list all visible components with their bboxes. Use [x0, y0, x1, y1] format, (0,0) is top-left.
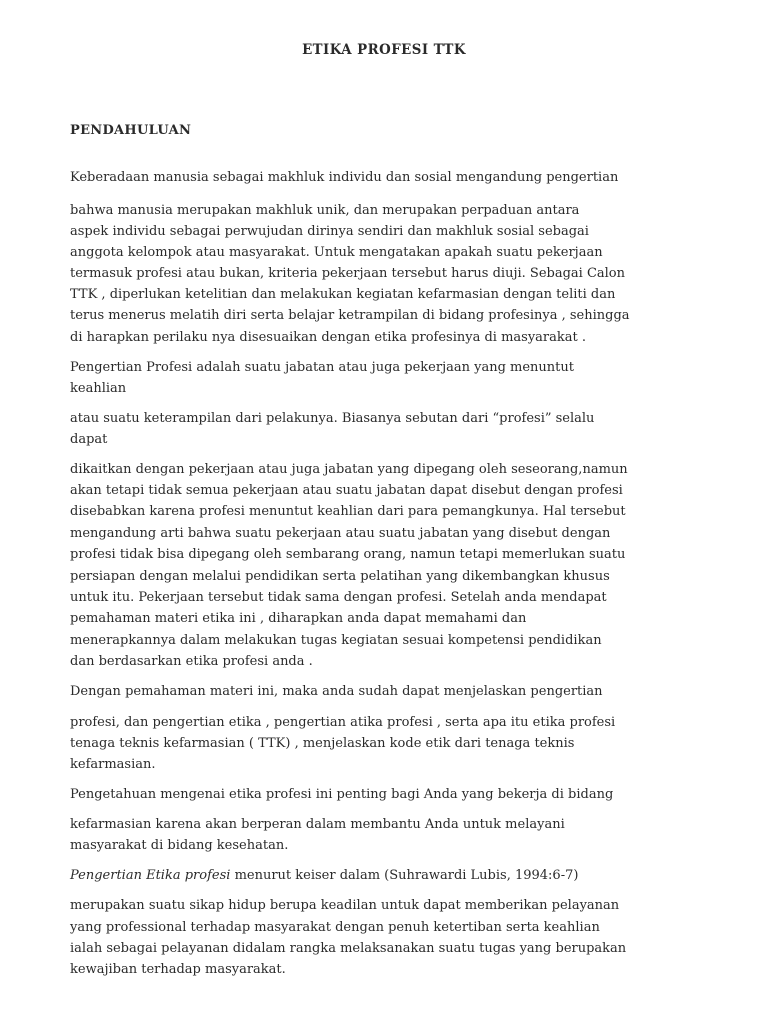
paragraph-line: Pengertian Profesi adalah suatu jabatan atau juga pekerjaan yang menuntut [70, 360, 574, 375]
paragraph-line: dikaitkan dengan pekerjaan atau juga jabatan yang dipegang oleh seseorang,namun [70, 462, 628, 477]
definition-line [70, 868, 578, 884]
paragraph-line: kefarmasian. [70, 757, 156, 772]
paragraph-line: merupakan suatu sikap hidup berupa keadilan untuk dapat memberikan pelayanan [70, 898, 620, 913]
paragraph-line: Pengetahuan mengenai etika profesi ini penting bagi Anda yang bekerja di bidang [70, 787, 614, 802]
paragraph-line: menerapkannya dalam melakukan tugas kegiatan sesuai kompetensi pendidikan [70, 633, 602, 648]
section-heading: PENDAHULUAN [70, 123, 192, 138]
paragraph-line: anggota kelompok atau masyarakat. Untuk mengatakan apakah suatu pekerjaan [70, 245, 603, 260]
paragraph-line: aspek individu sebagai perwujudan dirinya sendiri dan makhluk sosial sebagai [70, 224, 589, 239]
paragraph-line: mengandung arti bahwa suatu pekerjaan atau suatu jabatan yang disebut dengan [70, 526, 611, 541]
document-title: ETIKA PROFESI TTK [302, 42, 466, 58]
paragraph-line: persiapan dengan melalui pendidikan serta pelatihan yang dikembangkan khusus [70, 569, 610, 584]
paragraph-line: ialah sebagai pelayanan didalam rangka melaksanakan suatu tugas yang berupakan [70, 941, 627, 956]
paragraph-line: akan tetapi tidak semua pekerjaan atau suatu jabatan dapat disebut dengan profesi [70, 483, 623, 498]
paragraph-line: tenaga teknis kefarmasian ( TTK) , menjelaskan kode etik dari tenaga teknis [70, 736, 575, 751]
paragraph-line: pemahaman materi etika ini , diharapkan anda dapat memahami dan [70, 611, 527, 626]
paragraph-line: dapat [70, 432, 108, 447]
paragraph-line: disebabkan karena profesi menuntut keahlian dari para pemangkunya. Hal tersebut [70, 504, 626, 519]
paragraph-line: untuk itu. Pekerjaan tersebut tidak sama dengan profesi. Setelah anda mendapat [70, 590, 607, 605]
paragraph-line: bahwa manusia merupakan makhluk unik, dan merupakan perpaduan antara [70, 203, 580, 218]
paragraph-line: termasuk profesi atau bukan, kriteria pekerjaan tersebut harus diuji. Sebagai Calon [70, 266, 625, 281]
paragraph-line: kewajiban terhadap masyarakat. [70, 962, 286, 977]
paragraph-line: terus menerus melatih diri serta belajar ketrampilan di bidang profesinya , sehingga [70, 308, 630, 323]
definition-term: Pengertian Etika profesi [70, 868, 231, 883]
paragraph-line: dan berdasarkan etika profesi anda . [70, 654, 313, 669]
paragraph-line: TTK , diperlukan ketelitian dan melakukan kegiatan kefarmasian dengan teliti dan [70, 287, 616, 302]
paragraph-line: Dengan pemahaman materi ini, maka anda sudah dapat menjelaskan pengertian [70, 684, 603, 699]
paragraph-line: profesi, dan pengertian etika , pengertian atika profesi , serta apa itu etika profesi [70, 715, 616, 730]
paragraph-line: atau suatu keterampilan dari pelakunya. Biasanya sebutan dari “profesi” selalu [70, 411, 595, 426]
paragraph-line: Keberadaan manusia sebagai makhluk individu dan sosial mengandung pengertian [70, 170, 619, 185]
paragraph-line: yang professional terhadap masyarakat dengan penuh ketertiban serta keahlian [70, 920, 600, 935]
paragraph-line: di harapkan perilaku nya disesuaikan dengan etika profesinya di masyarakat . [70, 330, 586, 345]
paragraph-line: keahlian [70, 381, 127, 396]
paragraph-line: masyarakat di bidang kesehatan. [70, 838, 289, 853]
paragraph-line: profesi tidak bisa dipegang oleh sembarang orang, namun tetapi memerlukan suatu [70, 547, 626, 562]
paragraph-line: kefarmasian karena akan berperan dalam membantu Anda untuk melayani [70, 817, 565, 832]
definition-source: menurut keiser dalam (Suhrawardi Lubis, 1994:6-7) [230, 868, 579, 883]
